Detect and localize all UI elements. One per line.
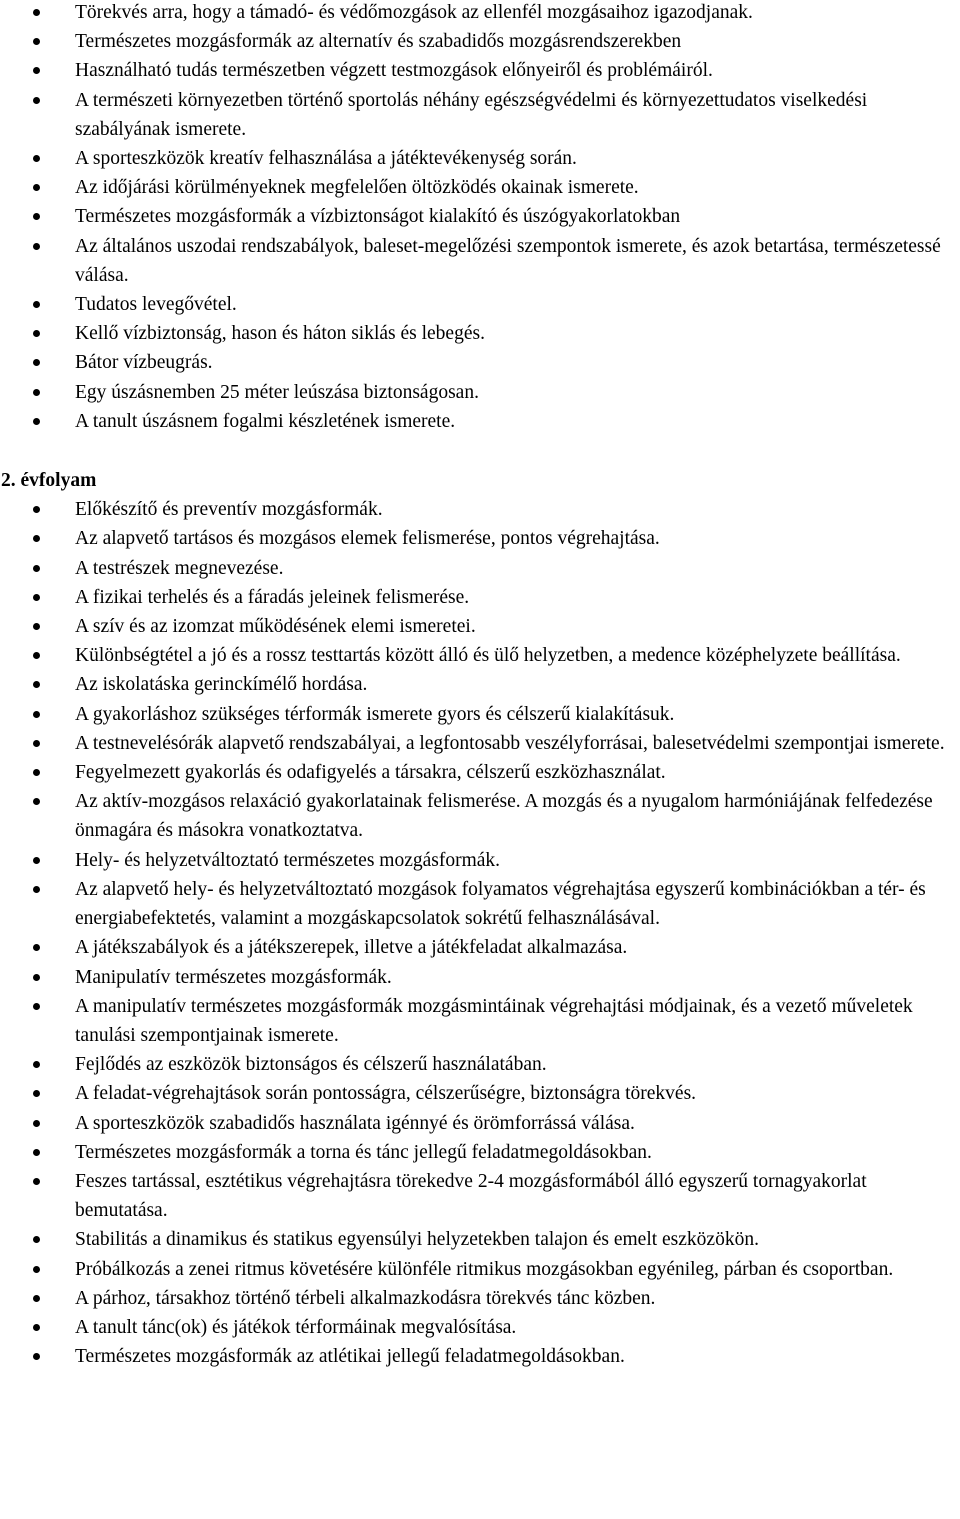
list-item: [75, 1284, 956, 1313]
bullet-icon: [33, 681, 40, 688]
bullet-icon: [33, 301, 40, 308]
list-item: [75, 963, 956, 992]
bullet-icon: [33, 1061, 40, 1068]
bullet-icon: [33, 9, 40, 16]
bullet-icon: [33, 740, 40, 747]
list-item: [75, 670, 956, 699]
bullet-list-grade-2: [0, 495, 960, 1371]
list-item-text: A testrészek megnevezése.: [75, 557, 284, 579]
list-item: [75, 173, 956, 202]
bullet-icon: [33, 389, 40, 396]
list-item-text: A sporteszközök szabadidős használata igénnyé és örömforrássá válása.: [75, 1112, 635, 1134]
bullet-icon: [33, 974, 40, 981]
list-item-text: Fegyelmezett gyakorlás és odafigyelés a társakra, célszerű eszközhasználat.: [75, 762, 666, 784]
list-item: [75, 729, 956, 758]
list-item-text: A párhoz, társakhoz történő térbeli alkalmazkodásra törekvés tánc közben.: [75, 1287, 656, 1309]
list-item-text: A szív és az izomzat működésének elemi ismeretei.: [75, 616, 476, 638]
list-item: [75, 846, 956, 875]
bullet-icon: [33, 1003, 40, 1010]
bullet-icon: [33, 1236, 40, 1243]
bullet-icon: [33, 1149, 40, 1156]
list-item-text: Természetes mozgásformák az alternatív és szabadidős mozgásrendszerekben: [75, 31, 682, 53]
bullet-icon: [33, 1324, 40, 1331]
list-item-text: Az alapvető tartásos és mozgásos elemek felismerése, pontos végrehajtása.: [75, 528, 660, 550]
bullet-icon: [33, 769, 40, 776]
bullet-icon: [33, 565, 40, 572]
list-item: [75, 758, 956, 787]
list-item: [75, 641, 956, 670]
list-item-text: A testnevelésórák alapvető rendszabályai, a legfontosabb veszélyforrásai, balesetvédelmi szempontjai ismerete.: [75, 732, 945, 754]
list-item: [75, 524, 956, 553]
list-item: [75, 0, 956, 27]
list-item: [75, 56, 956, 85]
list-item: [75, 992, 956, 1050]
bullet-icon: [33, 184, 40, 191]
list-item-text: Előkészítő és preventív mozgásformák.: [75, 499, 383, 521]
list-item-text: A játékszabályok és a játékszerepek, illetve a játékfeladat alkalmazása.: [75, 937, 628, 959]
list-item-text: A tanult úszásnem fogalmi készletének ismerete.: [75, 410, 456, 432]
bullet-icon: [33, 535, 40, 542]
bullet-icon: [33, 155, 40, 162]
list-item-text: A manipulatív természetes mozgásformák mozgásmintáinak végrehajtási módjainak, és a vezető műveletek tanulási szempontjainak ismerete.: [75, 995, 913, 1046]
list-item: [75, 407, 956, 436]
list-item: [75, 319, 956, 348]
bullet-icon: [33, 594, 40, 601]
list-item: [75, 1255, 956, 1284]
list-item-text: Fejlődés az eszközök biztonságos és célszerű használatában.: [75, 1054, 547, 1076]
list-item: [75, 787, 956, 845]
list-item-text: Próbálkozás a zenei ritmus követésére különféle ritmikus mozgásokban egyénileg, párban és csoportban.: [75, 1258, 894, 1280]
list-item-text: Kellő vízbiztonság, hason és háton siklás és lebegés.: [75, 323, 485, 345]
bullet-icon: [33, 418, 40, 425]
list-item: [75, 612, 956, 641]
bullet-icon: [33, 38, 40, 45]
list-item-text: Törekvés arra, hogy a támadó- és védőmozgások az ellenfél mozgásaihoz igazodjanak.: [75, 2, 753, 23]
list-item-text: Az időjárási körülményeknek megfelelően öltözködés okainak ismerete.: [75, 177, 639, 199]
list-item: [75, 1079, 956, 1108]
bullet-icon: [33, 798, 40, 805]
bullet-icon: [33, 886, 40, 893]
bullet-icon: [33, 1353, 40, 1360]
list-item: [75, 933, 956, 962]
list-item-text: Bátor vízbeugrás.: [75, 352, 213, 374]
list-item-text: Tudatos levegővétel.: [75, 294, 237, 316]
list-item-text: Használható tudás természetben végzett testmozgások előnyeiről és problémáiról.: [75, 60, 713, 82]
list-item-text: Az iskolatáska gerinckímélő hordása.: [75, 674, 368, 696]
list-item: [75, 290, 956, 319]
list-item-text: Stabilitás a dinamikus és statikus egyensúlyi helyzetekben talajon és emelt eszközökön.: [75, 1229, 759, 1251]
list-item-text: A fizikai terhelés és a fáradás jeleinek felismerése.: [75, 586, 470, 608]
bullet-icon: [33, 67, 40, 74]
bullet-icon: [33, 652, 40, 659]
bullet-list-grade-1: [0, 0, 960, 436]
bullet-icon: [33, 1178, 40, 1185]
list-item-text: Manipulatív természetes mozgásformák.: [75, 966, 392, 988]
bullet-icon: [33, 623, 40, 630]
list-item: [75, 875, 956, 933]
bullet-icon: [33, 1090, 40, 1097]
list-item: [75, 1109, 956, 1138]
list-item-text: Az általános uszodai rendszabályok, baleset-megelőzési szempontok ismerete, és azok betartása, természetessé válása.: [75, 235, 941, 286]
list-item-text: Egy úszásnemben 25 méter leúszása biztonságosan.: [75, 381, 479, 403]
bullet-icon: [33, 359, 40, 366]
list-item: [75, 1225, 956, 1254]
list-item: [75, 495, 956, 524]
bullet-icon: [33, 213, 40, 220]
list-item: [75, 348, 956, 377]
list-item-text: Különbségtétel a jó és a rossz testtartás között álló és ülő helyzetben, a medence középhelyzete beállítása.: [75, 645, 901, 667]
list-item-text: A tanult tánc(ok) és játékok térformáinak megvalósítása.: [75, 1316, 517, 1338]
list-item: [75, 1167, 956, 1225]
list-item-text: Hely- és helyzetváltoztató természetes mozgásformák.: [75, 849, 501, 871]
list-item-text: A sporteszközök kreatív felhasználása a játéktevékenység során.: [75, 148, 577, 170]
list-item-text: Feszes tartással, esztétikus végrehajtásra törekedve 2-4 mozgásformából álló egyszerű tornagyakorlat bemutatása.: [75, 1170, 867, 1222]
list-item: [75, 86, 956, 144]
bullet-icon: [33, 857, 40, 864]
list-item: [75, 378, 956, 407]
list-item: [75, 202, 956, 231]
list-item-text: A gyakorláshoz szükséges térformák ismerete gyors és célszerű kialakításuk.: [75, 703, 675, 725]
bullet-icon: [33, 944, 40, 951]
bullet-icon: [33, 1295, 40, 1302]
list-item: [75, 144, 956, 173]
list-item-text: Természetes mozgásformák a torna és tánc jellegű feladatmegoldásokban.: [75, 1141, 652, 1163]
bullet-icon: [33, 97, 40, 104]
list-item-text: Az alapvető hely- és helyzetváltoztató mozgások folyamatos végrehajtása egyszerű kombinációkban a tér- és energiabefektetés, valamint a mozgáskapcsolatok sokrétű felhasználásával.: [75, 878, 926, 930]
list-item: [75, 554, 956, 583]
bullet-icon: [33, 330, 40, 337]
list-item: [75, 27, 956, 56]
bullet-icon: [33, 506, 40, 513]
bullet-icon: [33, 711, 40, 718]
list-item: [75, 1313, 956, 1342]
list-item: [75, 1342, 956, 1371]
list-item-text: A természeti környezetben történő sportolás néhány egészségvédelmi és környezettudatos viselkedési szabályának ismerete.: [75, 89, 868, 140]
list-item: [75, 232, 956, 290]
list-item-text: Az aktív-mozgásos relaxáció gyakorlatainak felismerése. A mozgás és a nyugalom harmóniájának felfedezése önmagára és másokra vonatkoztatva.: [75, 791, 933, 842]
list-item: [75, 1050, 956, 1079]
bullet-icon: [33, 243, 40, 250]
bullet-icon: [33, 1120, 40, 1127]
list-item: [75, 583, 956, 612]
bullet-icon: [33, 1266, 40, 1273]
list-item-text: Természetes mozgásformák az atlétikai jellegű feladatmegoldásokban.: [75, 1346, 625, 1368]
list-item-text: A feladat-végrehajtások során pontosságra, célszerűségre, biztonságra törekvés.: [75, 1083, 697, 1105]
section-heading-grade-2: 2. évfolyam: [1, 470, 97, 492]
list-item-text: Természetes mozgásformák a vízbiztonságot kialakító és úszógyakorlatokban: [75, 206, 681, 228]
list-item: [75, 1138, 956, 1167]
list-item: [75, 700, 956, 729]
